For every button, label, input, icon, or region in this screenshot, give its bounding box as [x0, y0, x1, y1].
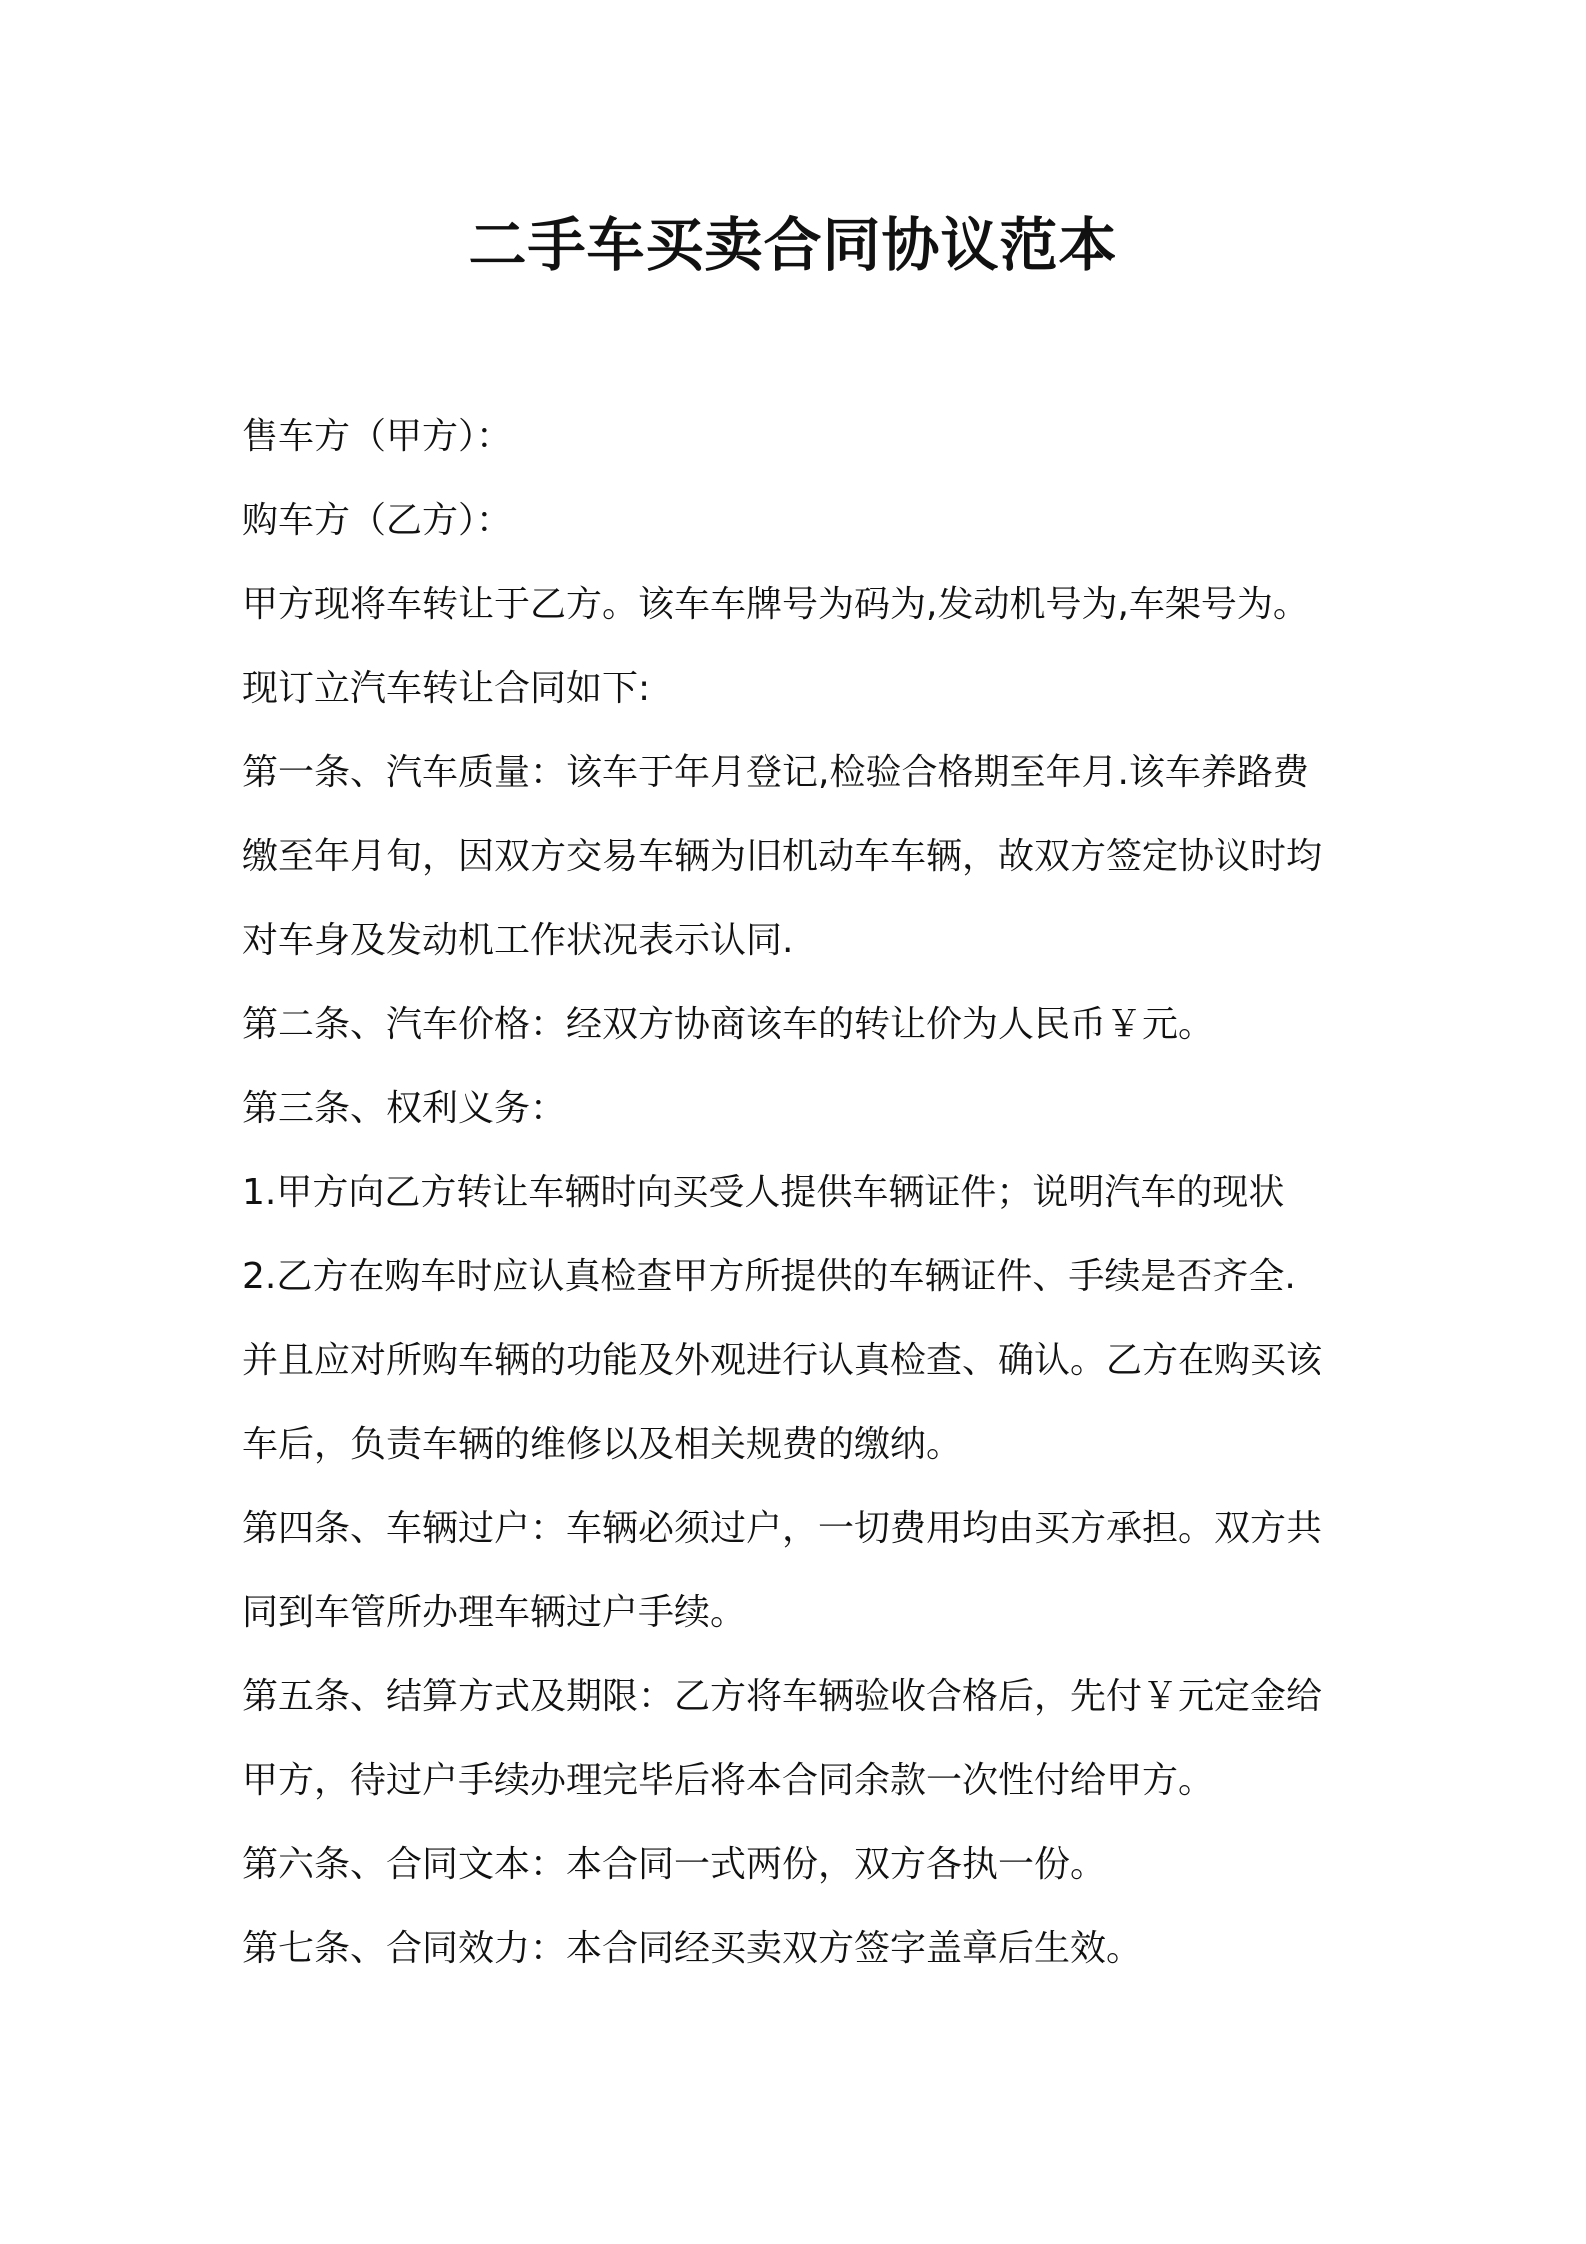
- line-article-1-c: 对车身及发动机工作状况表示认同.: [242, 920, 794, 961]
- line-contract-intro: 现订立汽车转让合同如下:: [242, 668, 651, 709]
- contract-body: [242, 395, 1362, 1991]
- line-article-2: 第二条、汽车价格：经双方协商该车的转让价为人民币￥元。: [242, 1004, 1215, 1045]
- line-article-7: 第七条、合同效力：本合同经买卖双方签字盖章后生效。: [242, 1928, 1143, 1969]
- line-article-6: 第六条、合同文本：本合同一式两份，双方各执一份。: [242, 1844, 1107, 1885]
- line-buyer: 购车方（乙方）：: [242, 500, 513, 541]
- line-transfer-statement: 甲方现将车转让于乙方。该车车牌号为码为,发动机号为,车架号为。: [242, 584, 1309, 625]
- line-article-4-a: 第四条、车辆过户：车辆必须过户，一切费用均由买方承担。双方共: [242, 1508, 1323, 1549]
- line-article-4-b: 同到车管所办理车辆过户手续。: [242, 1592, 747, 1633]
- line-article-3: 第三条、权利义务：: [242, 1088, 567, 1129]
- document-title: 二手车买卖合同协议范本: [468, 211, 1118, 279]
- line-article-5-b: 甲方，待过户手续办理完毕后将本合同余款一次性付给甲方。: [242, 1760, 1215, 1801]
- line-article-3-item-1: 1.甲方向乙方转让车辆时向买受人提供车辆证件；说明汽车的现状: [242, 1172, 1285, 1213]
- line-article-1-a: 第一条、汽车质量：该车于年月登记,检验合格期至年月.该车养路费: [242, 752, 1309, 793]
- line-article-3-item-2-b: 并且应对所购车辆的功能及外观进行认真检查、确认。乙方在购买该: [242, 1340, 1323, 1381]
- line-seller: 售车方（甲方）：: [242, 416, 513, 457]
- line-article-1-b: 缴至年月旬，因双方交易车辆为旧机动车车辆，故双方签定协议时均: [242, 836, 1323, 877]
- line-article-5-a: 第五条、结算方式及期限：乙方将车辆验收合格后，先付￥元定金给: [242, 1676, 1323, 1717]
- line-article-3-item-2-a: 2.乙方在购车时应认真检查甲方所提供的车辆证件、手续是否齐全.: [242, 1256, 1296, 1297]
- line-article-3-item-2-c: 车后，负责车辆的维修以及相关规费的缴纳。: [242, 1424, 963, 1465]
